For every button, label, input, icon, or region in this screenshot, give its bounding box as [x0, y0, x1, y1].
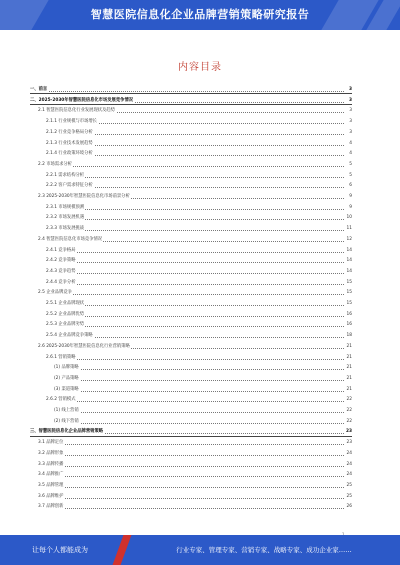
toc-entry-label: 2.5.4 企业品牌竞争策略 [46, 333, 93, 339]
toc-entry[interactable] [30, 97, 352, 105]
toc-entry[interactable] [30, 471, 352, 479]
toc-leader [54, 380, 344, 381]
toc-entry[interactable] [30, 386, 352, 394]
toc-entry-page: 22 [346, 418, 352, 424]
toc-entry[interactable] [30, 461, 352, 469]
toc-leader [46, 273, 344, 274]
toc-entry[interactable] [30, 86, 352, 94]
chapter-rule [30, 436, 352, 437]
chapter-rule [30, 93, 352, 94]
toc-entry-label: 2.3.3 市场发展挑战 [46, 226, 85, 232]
toc-entry[interactable] [30, 150, 352, 158]
toc-entry-page: 24 [346, 450, 352, 456]
toc-leader [38, 498, 344, 499]
toc-entry-label: 2.1 智慧医院信息化行业发展现状及趋势 [38, 108, 115, 114]
toc-entry-page: 3 [349, 129, 352, 135]
toc-leader [46, 209, 344, 210]
toc-entry-label: 3.4 品牌推广 [38, 472, 64, 478]
toc-leader [46, 219, 344, 220]
toc-entry-label: 3.6 品牌维护 [38, 493, 64, 499]
toc-entry-page: 26 [346, 504, 352, 510]
toc-entry-label: 2.2.1 需求结构分析 [46, 172, 85, 178]
toc-entry-page: 14 [346, 258, 352, 264]
toc-entry-label: 2.4.3 竞争趋势 [46, 268, 76, 274]
toc-entry-label: 2.1.1 行业规模与市场增长 [46, 119, 97, 125]
toc-entry-page: 15 [346, 290, 352, 296]
toc-entry-page: 3 [349, 97, 352, 103]
toc-entry[interactable] [30, 172, 352, 180]
toc-entry[interactable] [30, 482, 352, 490]
toc-leader [46, 359, 344, 360]
toc-leader [54, 369, 344, 370]
toc-entry-label: 三、智慧医院信息化企业品牌营销策略 [30, 429, 104, 435]
toc-entry-label: 3.7 品牌创新 [38, 504, 64, 510]
toc-entry[interactable] [30, 247, 352, 255]
toc-entry[interactable] [30, 268, 352, 276]
toc-entry-page: 9 [349, 194, 352, 199]
toc-entry[interactable] [30, 279, 352, 287]
toc-entry-label: (1) 品牌策略 [54, 365, 79, 371]
toc-entry-page: 4 [349, 151, 352, 157]
toc-entry-page: 16 [346, 311, 352, 317]
toc-entry-label: 2.6.1 营销策略 [46, 354, 76, 360]
toc-entry-label: 3.3 品牌传播 [38, 461, 64, 467]
toc-entry[interactable] [30, 193, 352, 201]
toc-entry[interactable] [30, 225, 352, 233]
toc-entry-page: 21 [346, 365, 352, 371]
toc-entry[interactable] [30, 407, 352, 415]
toc-leader [38, 487, 344, 488]
toc-entry[interactable] [30, 354, 352, 362]
toc-entry-page: 10 [346, 215, 352, 221]
toc-leader [46, 284, 344, 285]
toc-entry-page: 21 [346, 386, 352, 392]
toc-entry-page: 18 [346, 333, 352, 339]
toc-entry-page: 23 [346, 429, 352, 435]
toc-entry[interactable] [30, 289, 352, 297]
toc-entry-page: 16 [346, 322, 352, 328]
header-banner [0, 0, 400, 30]
toc-entry-label: (1) 线上营销 [54, 408, 79, 413]
toc-leader [30, 91, 344, 92]
toc-leader [54, 423, 344, 424]
toc-entry-page: 21 [346, 375, 352, 381]
toc-entry-page: 24 [346, 472, 352, 478]
toc-entry-label: 2.2 市场需求分析 [38, 161, 72, 167]
toc-entry[interactable] [30, 257, 352, 265]
toc-entry-label: 2.1.2 行业竞争格局分析 [46, 129, 93, 135]
toc-entry-label: 3.2 品牌形象 [38, 450, 64, 456]
toc-entry[interactable] [30, 161, 352, 169]
toc-entry-label: 2.4.4 竞争分析 [46, 279, 76, 285]
toc-leader [38, 444, 344, 445]
toc-entry-page: 12 [346, 236, 352, 242]
toc-leader [38, 476, 344, 477]
table-of-contents [30, 86, 352, 516]
toc-leader [46, 326, 344, 327]
toc-entry-page: 3 [349, 108, 352, 114]
toc-leader [46, 316, 344, 317]
toc-entry[interactable] [30, 428, 352, 436]
toc-entry-page: 5 [349, 172, 352, 178]
toc-leader [46, 177, 344, 178]
toc-entry-label: 2.3 2025-2030年智慧医院信息化市场前景分析 [38, 194, 130, 199]
footer-slogan: 让每个人都能成为 [32, 546, 88, 554]
toc-entry-label: (2) 产品策略 [54, 375, 79, 381]
footer-tagline: 行业专家、管理专家、营销专家、战略专家、成功企业家…… [176, 546, 352, 554]
toc-entry[interactable] [30, 236, 352, 244]
footer-banner [0, 535, 400, 565]
toc-entry[interactable] [30, 321, 352, 329]
toc-entry-label: 2.6.2 营销模式 [46, 397, 76, 403]
toc-leader [46, 262, 344, 263]
toc-entry-page: 4 [349, 140, 352, 146]
toc-entry-page: 3 [349, 87, 352, 92]
toc-entry-label: (2) 线下营销 [54, 418, 79, 424]
toc-entry-page: 22 [346, 408, 352, 413]
toc-entry-label: 2.4.2 竞争策略 [46, 258, 76, 264]
toc-entry[interactable] [30, 396, 352, 404]
toc-entry-label: 2.6 2025-2030年智慧医院信息化行业营销策略 [38, 343, 130, 349]
toc-entry-label: (3) 渠道策略 [54, 386, 79, 392]
toc-entry[interactable] [30, 375, 352, 383]
toc-entry-label: 2.3.1 市场规模预测 [46, 204, 85, 210]
toc-entry[interactable] [30, 503, 352, 511]
toc-entry-label: 3.5 品牌管理 [38, 482, 64, 488]
toc-entry-page: 14 [346, 247, 352, 253]
toc-entry-page: 23 [346, 440, 352, 446]
toc-entry-label: 2.5 企业品牌竞争 [38, 290, 72, 296]
toc-entry-label: 2.3.2 市场发展机遇 [46, 215, 85, 221]
toc-entry[interactable] [30, 343, 352, 351]
toc-entry[interactable] [30, 129, 352, 137]
toc-entry[interactable] [30, 107, 352, 115]
toc-entry[interactable] [30, 493, 352, 501]
toc-entry-page: 15 [346, 301, 352, 306]
toc-entry[interactable] [30, 140, 352, 148]
toc-entry-label: 2.2.2 客户需求特征分析 [46, 183, 93, 189]
toc-entry[interactable] [30, 118, 352, 126]
toc-entry-label: 2.4.1 竞争格局 [46, 247, 76, 253]
toc-entry-label: 2.5.3 企业品牌劣势 [46, 322, 85, 328]
toc-entry[interactable] [30, 182, 352, 190]
toc-leader [38, 508, 344, 509]
toc-leader [46, 252, 344, 253]
toc-entry-page: 6 [349, 183, 352, 189]
toc-entry[interactable] [30, 332, 352, 340]
toc-entry-page: 21 [346, 343, 352, 349]
toc-leader [54, 412, 344, 413]
toc-entry[interactable] [30, 439, 352, 447]
toc-entry-page: 15 [346, 279, 352, 285]
toc-entry-label: 3.1 品牌定位 [38, 440, 64, 446]
toc-leader [38, 455, 344, 456]
chapter-rule [30, 104, 352, 105]
toc-leader [38, 466, 344, 467]
toc-entry[interactable] [30, 418, 352, 426]
toc-entry-page: 5 [349, 161, 352, 167]
toc-entry-label: 2.5.1 企业品牌现状 [46, 301, 85, 306]
toc-leader [54, 391, 344, 392]
toc-entry-page: 14 [346, 268, 352, 274]
toc-leader [46, 230, 344, 231]
toc-entry[interactable] [30, 450, 352, 458]
toc-entry-page: 25 [346, 482, 352, 488]
toc-entry-page: 11 [346, 226, 352, 232]
toc-leader [46, 401, 344, 402]
toc-leader [46, 305, 344, 306]
toc-entry-page: 24 [346, 461, 352, 467]
toc-entry-page: 3 [349, 119, 352, 125]
toc-entry-label: 二、2025-2030年智慧医院信息化市场发展竞争情况 [30, 97, 134, 103]
toc-entry-label: 一、前言 [30, 87, 48, 92]
toc-entry-page: 22 [346, 397, 352, 403]
toc-entry[interactable] [30, 214, 352, 222]
toc-entry[interactable] [30, 364, 352, 372]
toc-entry-page: 9 [349, 204, 352, 210]
toc-entry-page: 25 [346, 493, 352, 499]
toc-entry-label: 2.1.3 行业技术发展趋势 [46, 140, 93, 146]
toc-entry-label: 2.1.4 行业政策环境分析 [46, 151, 93, 157]
toc-entry-page: 21 [346, 354, 352, 360]
toc-heading: 内容目录 [178, 62, 222, 73]
toc-leader [38, 166, 344, 167]
toc-entry[interactable] [30, 311, 352, 319]
toc-entry-label: 2.4 智慧医院信息化市场竞争情况 [38, 236, 103, 242]
toc-entry[interactable] [30, 204, 352, 212]
toc-entry[interactable] [30, 300, 352, 308]
toc-leader [38, 294, 344, 295]
report-title: 智慧医院信息化企业品牌营销策略研究报告 [90, 8, 310, 21]
toc-entry-label: 2.5.2 企业品牌优势 [46, 311, 85, 317]
